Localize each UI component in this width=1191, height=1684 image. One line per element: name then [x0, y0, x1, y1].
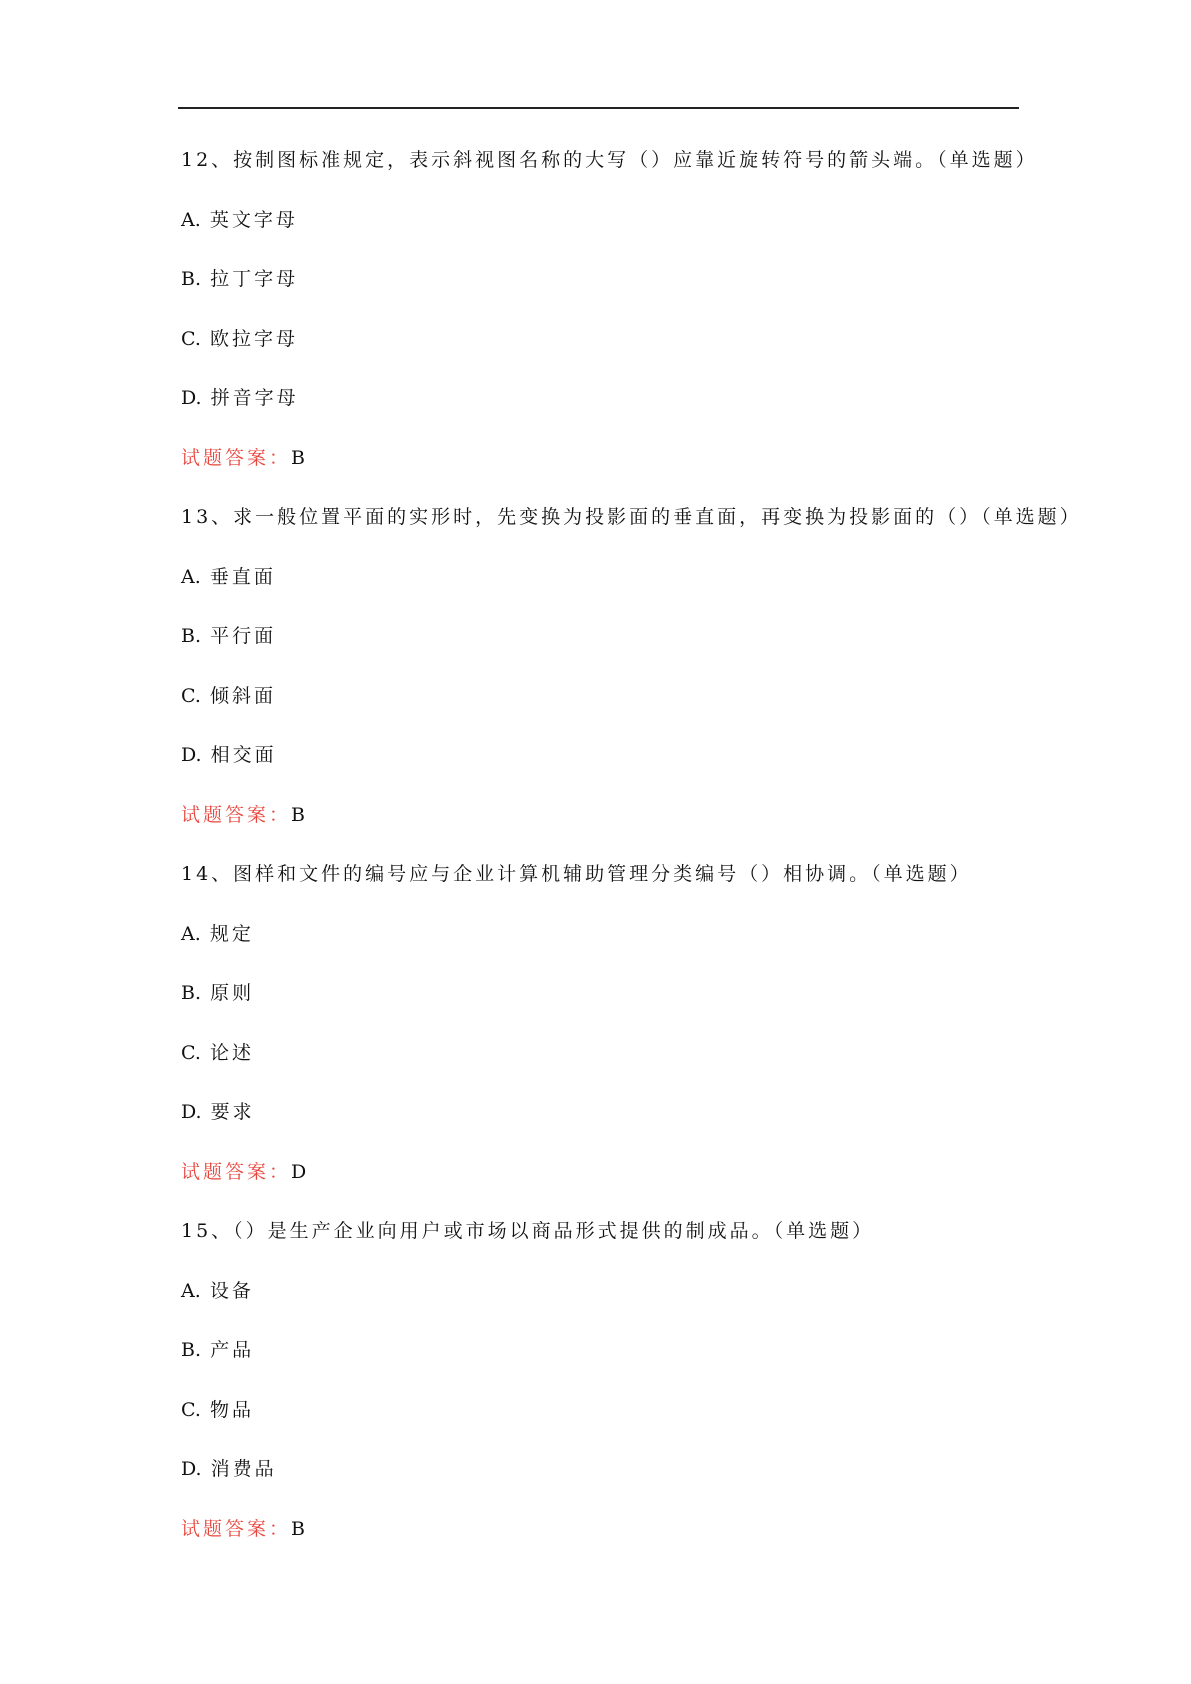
option-letter: B.: [181, 1339, 202, 1361]
option-d: [181, 739, 1019, 799]
question-stem: 12、按制图标准规定，表示斜视图名称的大写（）应靠近旋转符号的箭头端。（单选题）: [181, 149, 1038, 171]
option-letter: A.: [181, 208, 201, 231]
option-c: [181, 680, 1019, 740]
answer-value: B: [291, 446, 305, 469]
option-letter: D.: [181, 744, 202, 766]
option-b: [181, 1334, 1019, 1394]
question-stem: 14、图样和文件的编号应与企业计算机辅助管理分类编号（）相协调。（单选题）: [181, 863, 972, 885]
option-text: 平行面: [210, 625, 277, 647]
question-stem: 13、求一般位置平面的实形时，先变换为投影面的垂直面，再变换为投影面的（）（单选题）: [181, 506, 1082, 528]
option-letter: D.: [181, 1458, 202, 1480]
option-letter: A.: [181, 922, 201, 945]
option-letter: B.: [181, 982, 202, 1004]
option-text: 原则: [210, 982, 255, 1004]
option-text: 拉丁字母: [210, 268, 299, 290]
option-letter: D.: [181, 387, 202, 409]
option-text: 垂直面: [209, 565, 276, 588]
option-text: 设备: [209, 1279, 254, 1302]
option-a: [181, 918, 1019, 978]
option-a: [181, 561, 1019, 621]
option-d: [181, 382, 1019, 442]
option-letter: B.: [181, 625, 202, 647]
option-letter: C.: [181, 1398, 201, 1421]
option-b: [181, 620, 1019, 680]
answer-line: [181, 1156, 1019, 1216]
option-letter: C.: [181, 1041, 201, 1064]
answer-label: 试题答案：: [181, 1160, 292, 1183]
option-text: 论述: [209, 1041, 254, 1064]
option-letter: A.: [181, 565, 201, 588]
answer-line: [181, 442, 1019, 502]
option-text: 倾斜面: [209, 684, 276, 707]
option-d: [181, 1096, 1019, 1156]
option-c: [181, 1037, 1019, 1097]
option-d: [181, 1453, 1019, 1513]
option-letter: D.: [181, 1101, 202, 1123]
option-text: 消费品: [210, 1458, 277, 1480]
option-text: 欧拉字母: [209, 327, 298, 350]
option-text: 产品: [210, 1339, 255, 1361]
option-c: [181, 323, 1019, 383]
option-b: [181, 977, 1019, 1037]
option-a: [181, 204, 1019, 264]
answer-label: 试题答案：: [181, 1517, 292, 1540]
answer-line: [181, 1513, 1019, 1573]
option-c: [181, 1394, 1019, 1454]
answer-value: B: [291, 803, 305, 826]
option-b: [181, 263, 1019, 323]
option-text: 英文字母: [209, 208, 298, 231]
answer-line: [181, 799, 1019, 859]
option-letter: C.: [181, 684, 201, 707]
question-list: [181, 144, 1082, 1572]
answer-value: B: [291, 1517, 305, 1540]
option-text: 拼音字母: [210, 387, 299, 409]
answer-label: 试题答案：: [181, 446, 292, 469]
option-letter: C.: [181, 327, 201, 350]
header-rule: [178, 107, 1019, 109]
option-letter: B.: [181, 268, 202, 290]
question-stem: 15、（）是生产企业向用户或市场以商品形式提供的制成品。（单选题）: [181, 1220, 875, 1242]
option-text: 相交面: [210, 744, 277, 766]
option-text: 物品: [209, 1398, 254, 1421]
option-text: 要求: [210, 1101, 255, 1123]
option-text: 规定: [209, 922, 254, 945]
option-a: [181, 1275, 1019, 1335]
answer-value: D: [291, 1160, 307, 1183]
option-letter: A.: [181, 1279, 201, 1302]
answer-label: 试题答案：: [181, 803, 292, 826]
